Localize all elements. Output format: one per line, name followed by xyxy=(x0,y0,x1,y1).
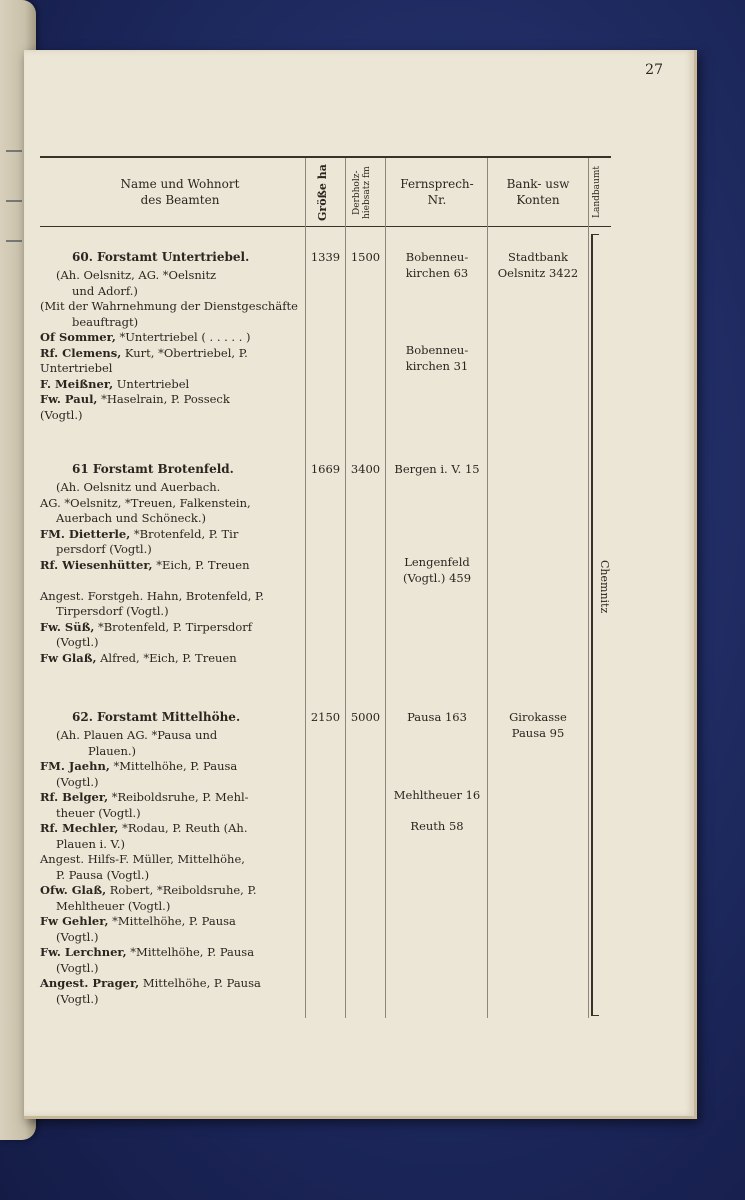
phone-value: Bobenneu- xyxy=(405,250,469,264)
phone-value: Lengenfeld xyxy=(404,555,470,569)
entry-text: Plauen.) xyxy=(88,743,137,758)
district-bracket xyxy=(591,234,599,1016)
header-size: Größe ha xyxy=(316,164,329,222)
entry-line xyxy=(40,914,236,929)
entry-line xyxy=(40,945,254,960)
size-value: 2150 xyxy=(310,710,341,724)
entry-line xyxy=(40,392,230,407)
felling-value: 3400 xyxy=(350,462,381,476)
entry-line xyxy=(40,976,261,991)
entry-text: (Ah. Oelsnitz und Auerbach. xyxy=(56,480,221,494)
entry-text: Angest. Hilfs-F. Müller, Mittelhöhe, xyxy=(40,852,245,866)
entry-line xyxy=(56,728,217,743)
entry-text: *Reiboldsruhe, P. Mehl- xyxy=(108,790,249,804)
entry-line xyxy=(56,992,98,1007)
size-value: 1669 xyxy=(310,462,341,476)
header-phone: Fernsprech- Nr. xyxy=(400,177,474,207)
entry-line xyxy=(40,496,251,511)
entry-line xyxy=(40,527,238,542)
entry-line xyxy=(56,480,220,495)
official-name: Of Sommer, xyxy=(40,330,116,344)
entry-text: *Mittelhöhe, P. Pausa xyxy=(108,914,236,928)
entry-line xyxy=(56,961,98,976)
entry-text: (Mit der Wahrnehmung der Dienstgeschäfte xyxy=(40,299,298,313)
official-name: FM. Jaehn, xyxy=(40,759,110,773)
official-name: Ofw. Glaß, xyxy=(40,883,107,897)
entry-text: und Adorf.) xyxy=(72,283,138,298)
official-name: F. Meißner, xyxy=(40,376,114,391)
entry-text: AG. *Oelsnitz, *Treuen, Falkenstein, xyxy=(40,495,251,510)
official-name: Rf. Mechler, xyxy=(40,821,119,835)
column-divider xyxy=(345,158,346,1018)
entry-line xyxy=(56,837,125,852)
entry-line xyxy=(40,821,248,836)
entry-text: *Brotenfeld, P. Tirpersdorf xyxy=(94,619,253,634)
entry-title: 60. Forstamt Untertriebel. xyxy=(72,250,250,264)
entry-line xyxy=(72,284,138,299)
official-name: FM. Dietterle, xyxy=(40,526,131,541)
official-name: Rf. Belger, xyxy=(40,790,109,804)
entry-text: Angest. Forstgeh. Hahn, Brotenfeld, P. xyxy=(40,588,265,603)
official-name: Fw Gehler, xyxy=(40,914,109,928)
entry-text: Mehltheuer (Vogtl.) xyxy=(56,898,171,913)
entry-text: Tirpersdorf (Vogtl.) xyxy=(56,604,169,618)
entry-text: (Ah. Plauen AG. *Pausa und xyxy=(56,728,218,742)
entry-text: (Ah. Oelsnitz, AG. *Oelsnitz xyxy=(56,268,217,282)
official-name: Rf. Clemens, xyxy=(40,345,122,360)
bank-value: Stadtbank xyxy=(508,250,568,264)
entry-text: theuer (Vogtl.) xyxy=(56,805,141,820)
entry-line xyxy=(40,361,112,376)
header-felling: Derbholz-hiebsatz fm xyxy=(352,166,372,220)
entry-line xyxy=(40,651,237,666)
phone-value: Reuth 58 xyxy=(410,818,464,833)
entry-line xyxy=(40,883,257,898)
official-name: Fw. Süß, xyxy=(40,619,95,634)
entry-text: (Vogtl.) xyxy=(56,929,99,944)
official-name: Rf. Wiesenhütter, xyxy=(40,557,153,572)
entry-line xyxy=(56,806,141,821)
entry-line xyxy=(40,852,245,867)
bank-value: Girokasse xyxy=(509,710,567,724)
entry-line xyxy=(56,268,216,283)
bank-value: Oelsnitz 3422 xyxy=(497,265,579,280)
entry-title: 62. Forstamt Mittelhöhe. xyxy=(72,710,241,724)
column-divider xyxy=(588,158,589,1018)
column-divider xyxy=(305,158,306,1018)
entry-line xyxy=(56,542,152,557)
entry-text: *Mittelhöhe, P. Pausa xyxy=(126,945,255,959)
official-name: Fw Glaß, xyxy=(40,650,97,665)
entry-line xyxy=(40,790,249,805)
entry-text: *Untertriebel ( . . . . . ) xyxy=(115,330,251,344)
page-number: 27 xyxy=(645,62,663,78)
felling-value: 5000 xyxy=(350,710,381,724)
official-name: Angest. Prager, xyxy=(40,976,140,990)
header-district: Landbaumt xyxy=(592,166,602,218)
phone-value: Pausa 163 xyxy=(407,710,467,724)
phone-value: Bobenneu- xyxy=(405,343,469,357)
felling-value: 1500 xyxy=(350,250,381,264)
entry-text: Untertriebel xyxy=(40,361,113,375)
phone-value: kirchen 63 xyxy=(405,265,469,280)
entry-text: (Vogtl.) xyxy=(56,635,99,649)
entry-text: P. Pausa (Vogtl.) xyxy=(56,867,150,882)
entry-line xyxy=(56,899,170,914)
entry-text: persdorf (Vogtl.) xyxy=(56,542,152,556)
entry-line xyxy=(56,868,149,883)
entry-text: (Vogtl.) xyxy=(40,407,83,422)
entry-text: *Brotenfeld, P. Tir xyxy=(130,526,239,541)
official-name: Fw. Paul, xyxy=(40,392,98,406)
entry-line xyxy=(56,775,98,790)
entry-text: Robert, *Reiboldsruhe, P. xyxy=(106,883,257,897)
phone-value: kirchen 31 xyxy=(405,358,469,373)
entry-text: Mittelhöhe, P. Pausa xyxy=(139,976,261,990)
entry-text: (Vogtl.) xyxy=(56,991,99,1006)
entry-line xyxy=(40,299,298,314)
phone-value: (Vogtl.) 459 xyxy=(402,570,472,585)
entry-text: (Vogtl.) xyxy=(56,960,99,975)
table-top-rule xyxy=(40,156,611,158)
entry-line xyxy=(56,604,169,619)
entry-line xyxy=(40,620,252,635)
entry-line xyxy=(40,759,237,774)
entry-line xyxy=(56,511,206,526)
entry-line xyxy=(40,589,264,604)
entry-line xyxy=(56,930,98,945)
header-name: Name und Wohnort des Beamten xyxy=(120,177,240,207)
entry-line xyxy=(40,558,250,573)
bank-value: Pausa 95 xyxy=(511,725,565,740)
header-bank: Bank- usw Konten xyxy=(506,177,570,207)
entry-text: *Haselrain, P. Posseck xyxy=(97,392,230,406)
phone-value: Mehltheuer 16 xyxy=(393,787,481,802)
entry-line xyxy=(72,315,138,330)
entry-text: Untertriebel xyxy=(113,376,190,391)
official-name: Fw. Lerchner, xyxy=(40,945,127,959)
entry-text: *Mittelhöhe, P. Pausa xyxy=(109,759,238,773)
entry-line xyxy=(40,330,251,345)
phone-value: Bergen i. V. 15 xyxy=(394,462,480,476)
district-label: Chemnitz xyxy=(598,560,611,614)
table-header-rule xyxy=(40,226,611,227)
entry-text: (Vogtl.) xyxy=(56,774,99,789)
entry-text: Kurt, *Obertriebel, P. xyxy=(121,345,248,360)
entry-text: beauftragt) xyxy=(72,314,139,329)
entry-title: 61 Forstamt Brotenfeld. xyxy=(72,462,234,476)
column-divider xyxy=(487,158,488,1018)
entry-text: *Eich, P. Treuen xyxy=(152,557,250,572)
entry-line xyxy=(88,744,136,759)
entry-text: Plauen i. V.) xyxy=(56,836,125,851)
entry-text: Alfred, *Eich, P. Treuen xyxy=(96,650,237,665)
entry-text: *Rodau, P. Reuth (Ah. xyxy=(118,821,248,835)
entry-line xyxy=(40,377,189,392)
entry-text: Auerbach und Schöneck.) xyxy=(56,511,206,525)
entry-line xyxy=(40,408,82,423)
column-divider xyxy=(385,158,386,1018)
entry-line xyxy=(40,346,248,361)
size-value: 1339 xyxy=(310,250,341,264)
entry-line xyxy=(56,635,98,650)
